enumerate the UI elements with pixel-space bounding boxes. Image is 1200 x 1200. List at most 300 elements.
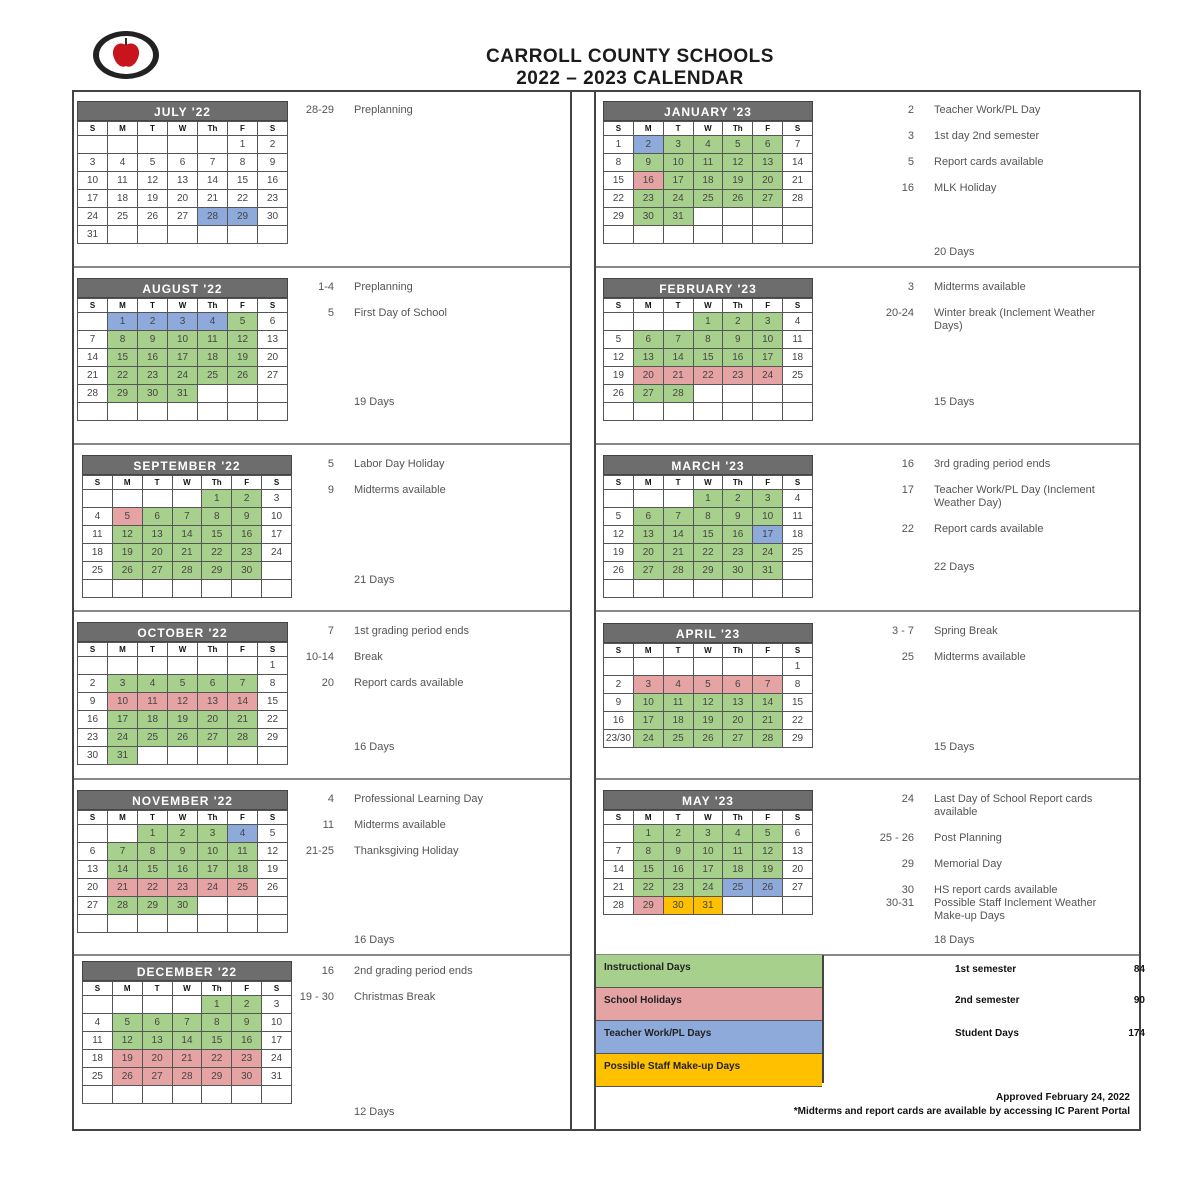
day-cell xyxy=(723,208,753,226)
day-cell: 2 xyxy=(232,490,262,508)
legend-instructional: Instructional Days xyxy=(596,955,822,988)
day-count: 15 Days xyxy=(934,396,975,408)
note-text: Report cards available xyxy=(934,156,1044,168)
day-cell: 30 xyxy=(232,1068,262,1086)
weekday-header: S xyxy=(258,811,288,825)
day-cell: 5 xyxy=(693,676,723,694)
day-cell xyxy=(258,226,288,244)
note-text: Spring Break xyxy=(934,625,998,637)
day-cell: 17 xyxy=(753,349,783,367)
day-cell: 1 xyxy=(108,313,138,331)
day-cell: 6 xyxy=(783,825,813,843)
day-cell: 18 xyxy=(783,526,813,544)
day-cell xyxy=(633,226,663,244)
day-cell xyxy=(258,897,288,915)
day-cell: 5 xyxy=(138,154,168,172)
day-cell: 25 xyxy=(663,730,693,748)
day-cell: 19 xyxy=(258,861,288,879)
day-cell xyxy=(258,747,288,765)
day-cell xyxy=(693,658,723,676)
day-cell: 16 xyxy=(663,861,693,879)
day-cell: 5 xyxy=(258,825,288,843)
note-text: Midterms available xyxy=(354,819,446,831)
day-cell: 21 xyxy=(172,1050,202,1068)
day-cell xyxy=(258,403,288,421)
day-cell: 26 xyxy=(112,562,142,580)
month-grid xyxy=(77,810,288,933)
day-cell: 7 xyxy=(663,508,693,526)
day-cell: 6 xyxy=(142,508,172,526)
day-cell: 6 xyxy=(258,313,288,331)
day-cell xyxy=(202,1086,232,1104)
stat-sem1-label: 1st semester xyxy=(955,964,1017,975)
day-cell: 29 xyxy=(693,562,723,580)
day-cell: 9 xyxy=(633,154,663,172)
day-cell: 29 xyxy=(202,1068,232,1086)
day-cell: 7 xyxy=(198,154,228,172)
month-grid xyxy=(603,121,813,244)
day-cell xyxy=(172,1086,202,1104)
day-cell: 1 xyxy=(604,136,634,154)
section-divider xyxy=(596,778,1139,780)
note-text: Midterms available xyxy=(934,281,1026,293)
weekday-header: F xyxy=(228,811,258,825)
note-text: Memorial Day xyxy=(934,858,1002,870)
title-line-1: CARROLL COUNTY SCHOOLS xyxy=(486,46,774,67)
weekday-header: W xyxy=(172,476,202,490)
day-cell: 10 xyxy=(198,843,228,861)
weekday-header: Th xyxy=(198,643,228,657)
weekday-header: S xyxy=(83,476,113,490)
note-text: Report cards available xyxy=(934,523,1044,535)
day-count: 21 Days xyxy=(354,574,395,586)
day-cell: 15 xyxy=(202,526,232,544)
day-cell xyxy=(633,313,663,331)
day-cell: 9 xyxy=(232,1014,262,1032)
day-cell xyxy=(168,136,198,154)
day-cell: 26 xyxy=(138,208,168,226)
day-cell: 9 xyxy=(168,843,198,861)
day-cell: 12 xyxy=(228,331,258,349)
day-cell: 31 xyxy=(78,226,108,244)
stat-student-value: 174 xyxy=(1128,1028,1145,1039)
weekday-header: Th xyxy=(723,811,753,825)
day-cell: 20 xyxy=(198,711,228,729)
day-cell: 23 xyxy=(723,544,753,562)
day-cell: 10 xyxy=(78,172,108,190)
day-cell: 24 xyxy=(198,879,228,897)
day-cell: 27 xyxy=(753,190,783,208)
day-cell: 8 xyxy=(258,675,288,693)
note-text: Thanksgiving Holiday xyxy=(354,845,459,857)
weekday-header: Th xyxy=(723,644,753,658)
note-date: 10-14 xyxy=(305,651,334,663)
weekday-header: F xyxy=(753,299,783,313)
weekday-header: S xyxy=(604,644,634,658)
month-header: APRIL '23 xyxy=(603,623,813,643)
day-cell xyxy=(228,897,258,915)
day-cell: 24 xyxy=(168,367,198,385)
day-cell xyxy=(604,403,634,421)
day-cell: 20 xyxy=(633,544,663,562)
weekday-header: Th xyxy=(723,122,753,136)
day-cell: 13 xyxy=(142,1032,172,1050)
day-cell xyxy=(138,915,168,933)
day-cell xyxy=(753,580,783,598)
day-cell xyxy=(78,915,108,933)
weekday-header: T xyxy=(663,122,693,136)
day-cell: 12 xyxy=(112,1032,142,1050)
day-cell xyxy=(663,403,693,421)
weekday-header: S xyxy=(604,811,634,825)
note-text: Possible Staff Inclement Weather Make-up Days xyxy=(934,897,1097,922)
weekday-header: S xyxy=(783,644,813,658)
day-cell: 4 xyxy=(693,136,723,154)
stat-student xyxy=(955,1028,1145,1039)
weekday-header: S xyxy=(604,122,634,136)
day-cell: 13 xyxy=(753,154,783,172)
day-cell: 28 xyxy=(78,385,108,403)
note-text: Break xyxy=(354,651,383,663)
day-cell: 19 xyxy=(723,172,753,190)
day-cell xyxy=(198,226,228,244)
day-cell: 18 xyxy=(723,861,753,879)
note-date: 5 xyxy=(327,458,334,470)
stat-sem2 xyxy=(955,995,1145,1006)
day-cell: 20 xyxy=(723,712,753,730)
day-count: 18 Days xyxy=(934,934,975,946)
weekday-header: F xyxy=(753,476,783,490)
weekday-header: F xyxy=(232,982,262,996)
day-cell: 6 xyxy=(142,1014,172,1032)
day-cell: 21 xyxy=(78,367,108,385)
day-cell: 13 xyxy=(198,693,228,711)
note-date: 25 xyxy=(901,651,914,663)
month-calendar xyxy=(603,455,813,598)
day-cell: 20 xyxy=(258,349,288,367)
column-divider xyxy=(570,90,572,1131)
weekday-header: S xyxy=(78,643,108,657)
note-text: Teacher Work/PL Day (Inclement Weather Day) xyxy=(934,484,1095,509)
day-cell: 12 xyxy=(604,349,634,367)
day-cell: 17 xyxy=(78,190,108,208)
day-cell: 8 xyxy=(693,331,723,349)
note-date: 20-24 xyxy=(885,307,914,319)
day-cell xyxy=(142,580,172,598)
day-cell xyxy=(198,385,228,403)
legend-holidays: School Holidays xyxy=(596,988,822,1021)
day-cell: 3 xyxy=(262,490,292,508)
note-date: 3 xyxy=(907,281,914,293)
day-cell: 1 xyxy=(258,657,288,675)
section-divider xyxy=(596,443,1139,445)
note-text: Professional Learning Day xyxy=(354,793,484,805)
day-cell xyxy=(604,226,634,244)
day-cell: 12 xyxy=(138,172,168,190)
legend-work: Teacher Work/PL Days xyxy=(596,1021,822,1054)
day-cell: 27 xyxy=(78,897,108,915)
day-cell: 27 xyxy=(723,730,753,748)
title-line-2: 2022 – 2023 CALENDAR xyxy=(516,68,744,89)
day-cell: 4 xyxy=(723,825,753,843)
day-cell: 30 xyxy=(78,747,108,765)
day-cell xyxy=(723,403,753,421)
day-cell: 14 xyxy=(753,694,783,712)
day-cell: 24 xyxy=(663,190,693,208)
day-cell: 21 xyxy=(228,711,258,729)
day-cell: 13 xyxy=(168,172,198,190)
day-cell: 26 xyxy=(112,1068,142,1086)
legend-divider xyxy=(822,955,824,1083)
day-cell xyxy=(168,657,198,675)
note-text: 3rd grading period ends xyxy=(934,458,1051,470)
day-cell: 20 xyxy=(783,861,813,879)
day-cell: 18 xyxy=(198,349,228,367)
day-cell: 28 xyxy=(228,729,258,747)
day-cell: 6 xyxy=(633,508,663,526)
weekday-header: S xyxy=(262,476,292,490)
weekday-header: T xyxy=(663,476,693,490)
weekday-header: W xyxy=(693,644,723,658)
day-cell: 24 xyxy=(262,1050,292,1068)
day-cell: 10 xyxy=(168,331,198,349)
day-cell: 14 xyxy=(198,172,228,190)
month-calendar xyxy=(82,455,292,598)
stat-sem1 xyxy=(955,964,1145,975)
day-cell: 1 xyxy=(693,490,723,508)
weekday-header: S xyxy=(258,122,288,136)
note-date: 25 - 26 xyxy=(879,832,914,844)
day-cell: 16 xyxy=(633,172,663,190)
weekday-header: F xyxy=(232,476,262,490)
day-cell: 28 xyxy=(172,562,202,580)
month-grid xyxy=(77,642,288,765)
month-grid xyxy=(77,298,288,421)
month-header: DECEMBER '22 xyxy=(82,961,292,981)
note-date: 21-25 xyxy=(305,845,334,857)
day-cell: 8 xyxy=(138,843,168,861)
day-cell: 10 xyxy=(753,508,783,526)
legend-makeup: Possible Staff Make-up Days xyxy=(596,1054,822,1087)
day-cell: 20 xyxy=(753,172,783,190)
day-cell: 4 xyxy=(108,154,138,172)
note-date: 17 xyxy=(901,484,914,496)
day-cell: 24 xyxy=(753,544,783,562)
day-cell xyxy=(142,1086,172,1104)
day-cell: 16 xyxy=(232,526,262,544)
day-cell xyxy=(693,208,723,226)
day-cell: 20 xyxy=(78,879,108,897)
day-cell: 16 xyxy=(258,172,288,190)
weekday-header: W xyxy=(168,299,198,313)
day-cell: 3 xyxy=(753,313,783,331)
day-cell: 25 xyxy=(198,367,228,385)
day-cell: 15 xyxy=(228,172,258,190)
day-cell: 27 xyxy=(168,208,198,226)
day-cell: 1 xyxy=(202,996,232,1014)
day-cell: 31 xyxy=(753,562,783,580)
day-cell: 26 xyxy=(693,730,723,748)
day-cell xyxy=(168,403,198,421)
day-cell: 18 xyxy=(138,711,168,729)
day-cell xyxy=(202,580,232,598)
section-divider xyxy=(74,443,570,445)
day-cell xyxy=(168,915,198,933)
day-cell: 2 xyxy=(723,313,753,331)
day-cell: 5 xyxy=(723,136,753,154)
day-cell: 17 xyxy=(663,172,693,190)
day-cell: 29 xyxy=(138,897,168,915)
weekday-header: M xyxy=(633,476,663,490)
day-cell: 24 xyxy=(78,208,108,226)
day-cell: 22 xyxy=(783,712,813,730)
day-cell: 16 xyxy=(168,861,198,879)
note-text: Midterms available xyxy=(354,484,446,496)
day-cell xyxy=(78,403,108,421)
day-cell xyxy=(172,996,202,1014)
day-cell: 2 xyxy=(78,675,108,693)
day-cell: 24 xyxy=(262,544,292,562)
day-cell: 9 xyxy=(723,331,753,349)
day-cell: 3 xyxy=(753,490,783,508)
day-cell xyxy=(258,385,288,403)
day-cell xyxy=(693,403,723,421)
day-cell: 4 xyxy=(83,508,113,526)
weekday-header: S xyxy=(783,299,813,313)
month-grid xyxy=(82,475,292,598)
day-cell: 3 xyxy=(78,154,108,172)
day-cell xyxy=(783,562,813,580)
day-cell: 22 xyxy=(202,544,232,562)
weekday-header: F xyxy=(753,122,783,136)
month-grid xyxy=(603,810,813,915)
day-cell: 23 xyxy=(232,544,262,562)
day-cell: 21 xyxy=(604,879,634,897)
day-count: 16 Days xyxy=(354,741,395,753)
day-cell xyxy=(633,580,663,598)
day-cell xyxy=(78,313,108,331)
note-text: First Day of School xyxy=(354,307,447,319)
note-text: Christmas Break xyxy=(354,991,436,1003)
day-cell: 14 xyxy=(108,861,138,879)
day-count: 20 Days xyxy=(934,246,975,258)
day-cell: 4 xyxy=(663,676,693,694)
day-cell: 13 xyxy=(258,331,288,349)
day-cell: 26 xyxy=(604,562,634,580)
day-cell: 7 xyxy=(108,843,138,861)
note-date: 24 xyxy=(901,793,914,805)
note-date: 19 - 30 xyxy=(299,991,334,1003)
weekday-header: S xyxy=(604,299,634,313)
day-cell: 11 xyxy=(138,693,168,711)
month-calendar xyxy=(77,278,288,421)
day-cell xyxy=(783,385,813,403)
day-cell: 14 xyxy=(663,526,693,544)
month-calendar xyxy=(77,790,288,933)
day-cell: 18 xyxy=(228,861,258,879)
day-cell xyxy=(78,825,108,843)
day-cell: 11 xyxy=(83,526,113,544)
day-cell: 28 xyxy=(198,208,228,226)
day-cell: 5 xyxy=(753,825,783,843)
note-date: 22 xyxy=(901,523,914,535)
day-count: 22 Days xyxy=(934,561,975,573)
day-cell: 11 xyxy=(108,172,138,190)
day-cell: 22 xyxy=(108,367,138,385)
note-date: 16 xyxy=(901,182,914,194)
month-header: NOVEMBER '22 xyxy=(77,790,288,810)
day-cell xyxy=(112,580,142,598)
day-cell: 9 xyxy=(138,331,168,349)
day-cell: 31 xyxy=(168,385,198,403)
day-cell: 3 xyxy=(198,825,228,843)
weekday-header: T xyxy=(138,122,168,136)
day-cell: 27 xyxy=(258,367,288,385)
month-calendar xyxy=(77,622,288,765)
section-divider xyxy=(74,954,570,956)
day-cell: 15 xyxy=(604,172,634,190)
weekday-header: S xyxy=(783,811,813,825)
day-cell: 28 xyxy=(604,897,634,915)
day-cell xyxy=(232,580,262,598)
note-text: Labor Day Holiday xyxy=(354,458,445,470)
weekday-header: W xyxy=(693,299,723,313)
day-cell: 25 xyxy=(138,729,168,747)
day-cell xyxy=(108,136,138,154)
month-header: MARCH '23 xyxy=(603,455,813,475)
day-cell: 14 xyxy=(172,526,202,544)
day-cell xyxy=(138,747,168,765)
day-cell xyxy=(228,226,258,244)
weekday-header: Th xyxy=(202,982,232,996)
day-cell: 4 xyxy=(83,1014,113,1032)
day-cell xyxy=(753,658,783,676)
approved-date: Approved February 24, 2022 xyxy=(996,1092,1130,1103)
day-cell: 26 xyxy=(258,879,288,897)
day-cell: 1 xyxy=(633,825,663,843)
day-cell xyxy=(723,385,753,403)
stat-sem2-value: 90 xyxy=(1133,995,1145,1006)
day-cell: 29 xyxy=(633,897,663,915)
weekday-header: S xyxy=(604,476,634,490)
day-cell: 26 xyxy=(168,729,198,747)
day-cell: 11 xyxy=(198,331,228,349)
day-cell: 3 xyxy=(693,825,723,843)
day-cell: 6 xyxy=(753,136,783,154)
weekday-header: S xyxy=(258,299,288,313)
day-cell: 6 xyxy=(168,154,198,172)
day-cell: 9 xyxy=(232,508,262,526)
note-text: Preplanning xyxy=(354,281,413,293)
day-cell xyxy=(112,490,142,508)
note-text: Report cards available xyxy=(354,677,464,689)
note-date: 30 xyxy=(901,884,914,896)
day-cell: 12 xyxy=(604,526,634,544)
month-header: OCTOBER '22 xyxy=(77,622,288,642)
day-cell: 2 xyxy=(232,996,262,1014)
day-cell: 15 xyxy=(783,694,813,712)
note-date: 16 xyxy=(321,965,334,977)
month-calendar xyxy=(603,101,813,244)
day-cell: 30 xyxy=(138,385,168,403)
note-text: Midterms available xyxy=(934,651,1026,663)
day-cell: 25 xyxy=(723,879,753,897)
day-cell xyxy=(262,580,292,598)
note-date: 3 xyxy=(907,130,914,142)
day-cell: 28 xyxy=(663,385,693,403)
day-cell: 6 xyxy=(78,843,108,861)
month-header: JULY '22 xyxy=(77,101,288,121)
